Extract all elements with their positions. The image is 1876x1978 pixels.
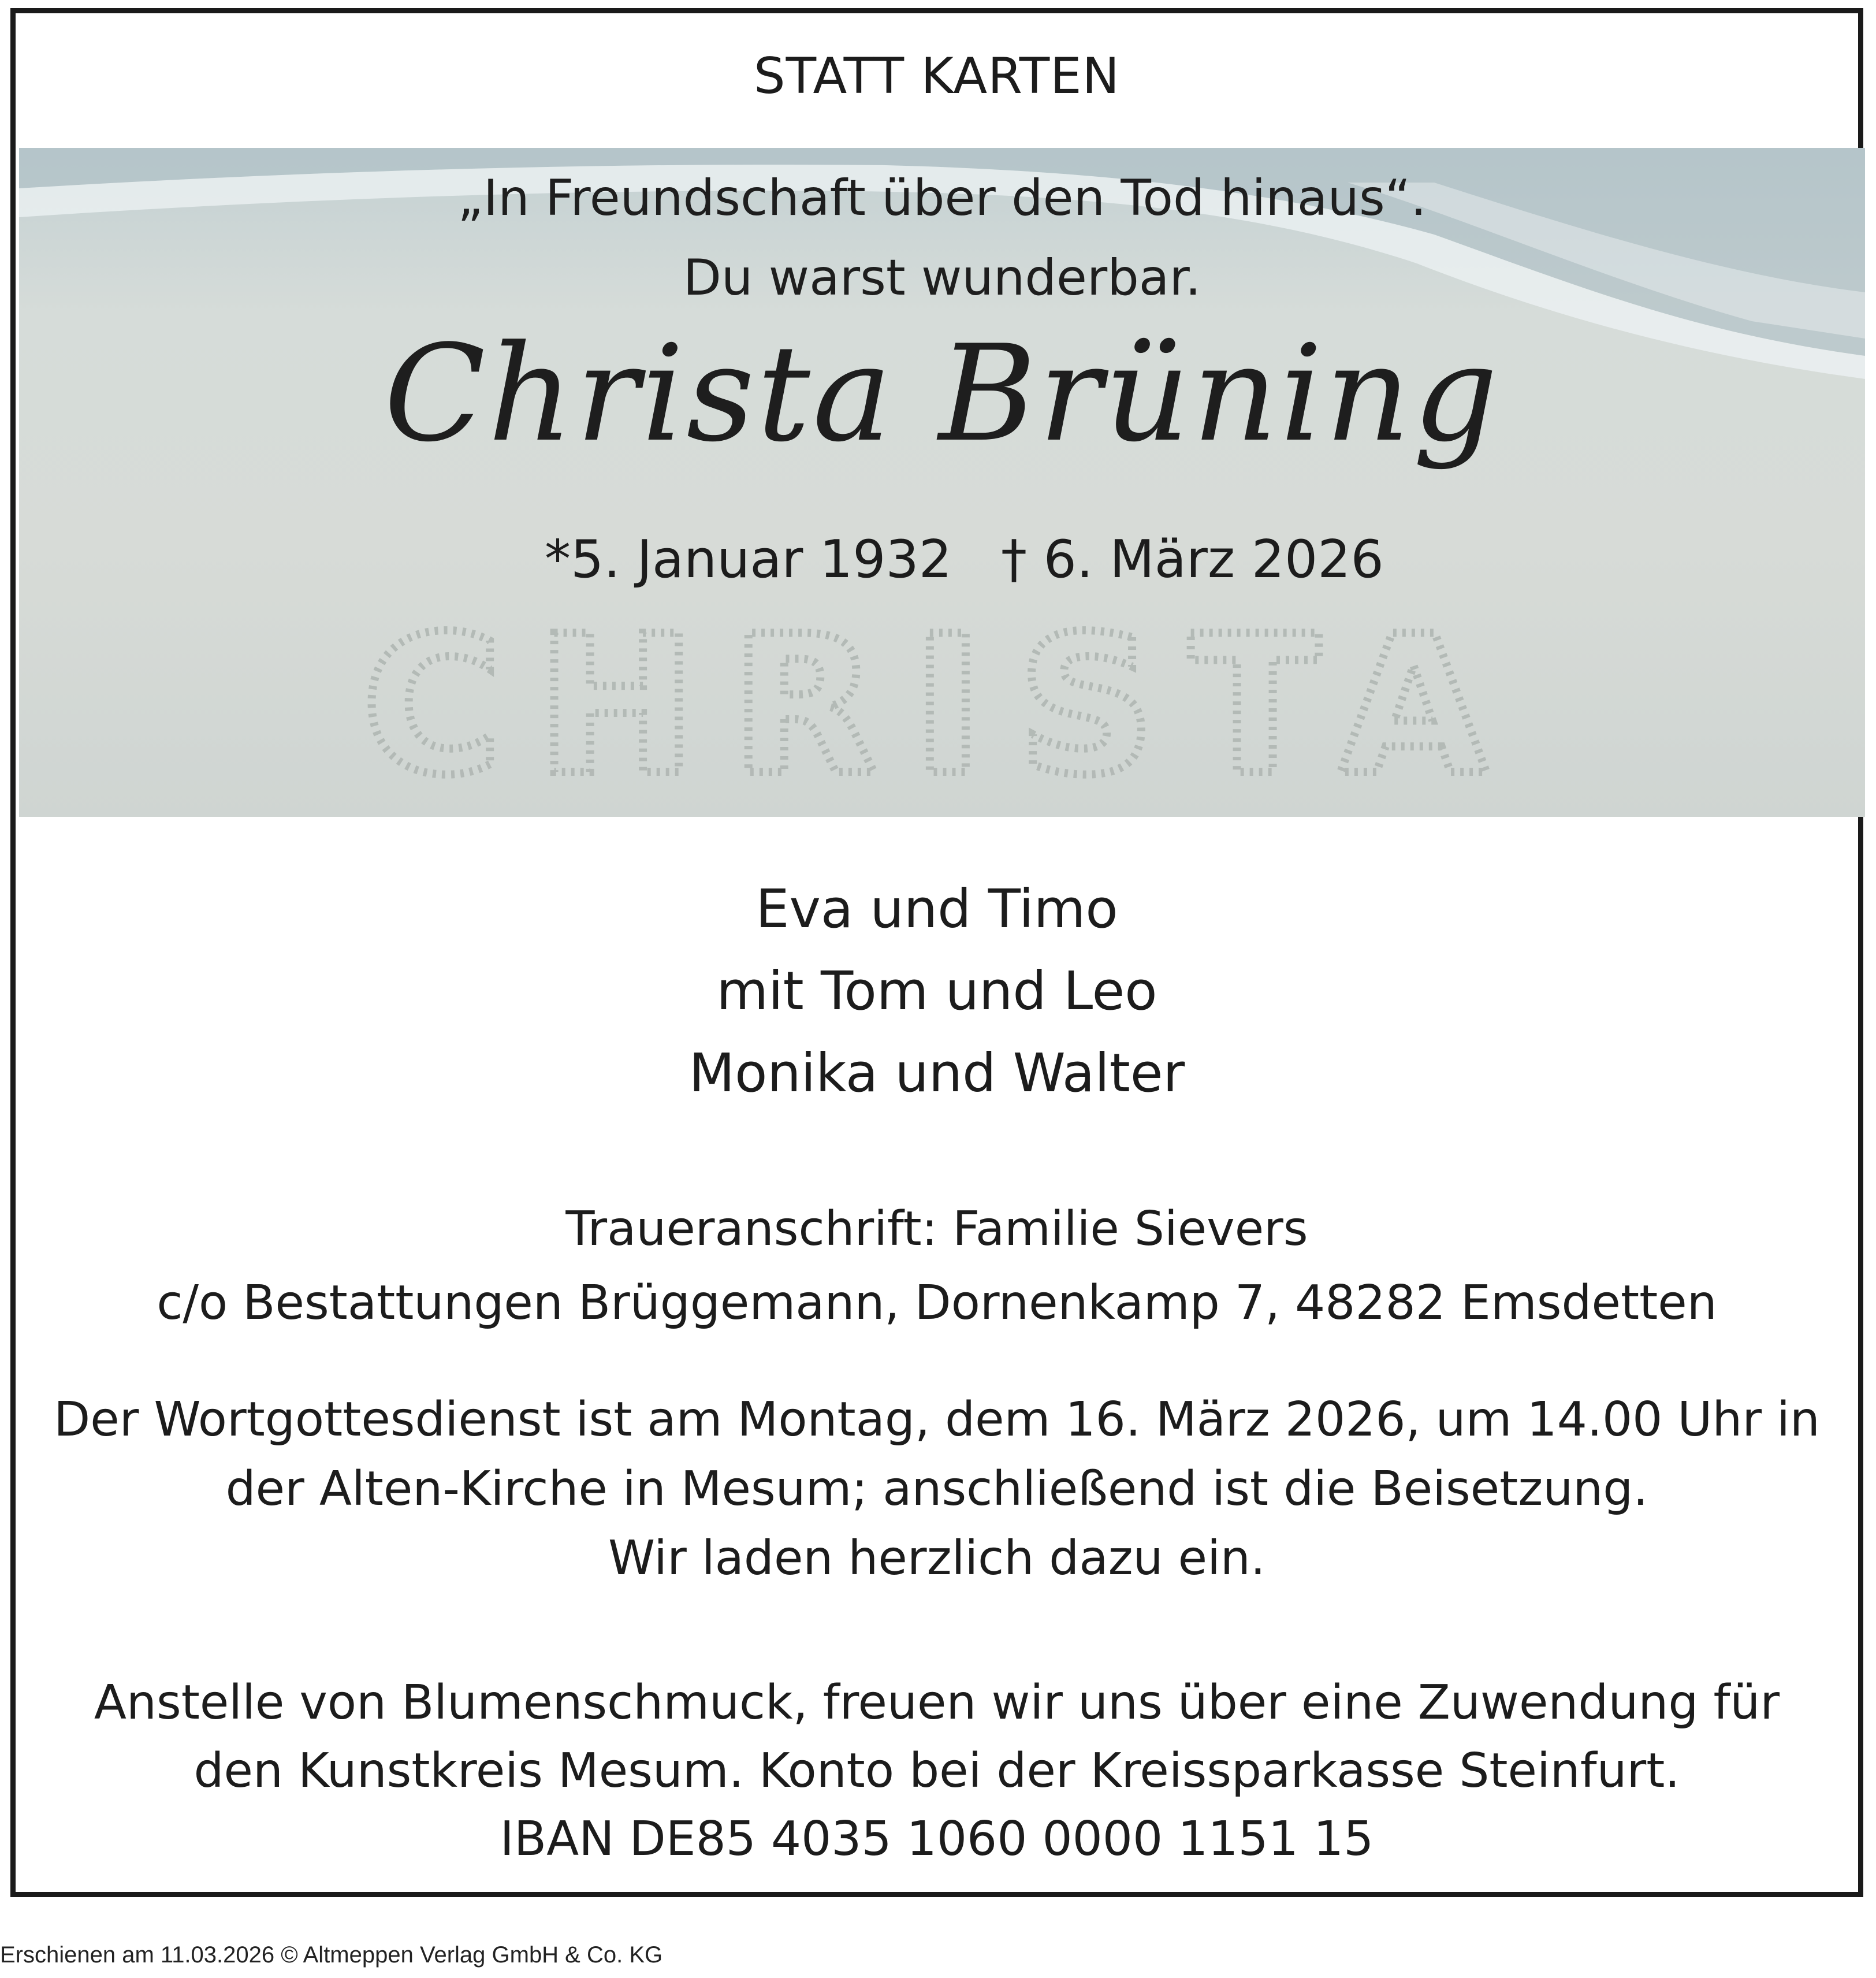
- mourner-line: Eva und Timo: [755, 878, 1118, 940]
- subline: Du warst wunderbar.: [683, 249, 1201, 307]
- mourner-line: Monika und Walter: [688, 1042, 1185, 1104]
- address-line: c/o Bestattungen Brüggemann, Dornenkamp 7, 48282 Emsdetten: [157, 1276, 1717, 1330]
- service-line: Der Wortgottesdienst ist am Montag, dem 16. März 2026, um 14.00 Uhr in: [54, 1392, 1820, 1447]
- service-line: Wir laden herzlich dazu ein.: [608, 1531, 1265, 1586]
- deceased-name: Christa Brüning: [384, 317, 1501, 471]
- quote: „In Freundschaft über den Tod hinaus“.: [457, 169, 1427, 227]
- mourner-line: mit Tom und Leo: [716, 960, 1157, 1022]
- donation-line: Anstelle von Blumenschmuck, freuen wir uns über eine Zuwendung für: [94, 1675, 1780, 1730]
- life-dates: [19, 529, 1865, 598]
- address-line: Traueranschrift: Familie Sievers: [565, 1202, 1308, 1256]
- beach-photo: [19, 148, 1865, 817]
- beach-illustration: [19, 148, 1865, 817]
- death-date: † 6. März 2026: [1001, 529, 1384, 590]
- iban-line: IBAN DE85 4035 1060 0000 1151 15: [500, 1812, 1374, 1867]
- header-statt-karten: STATT KARTEN: [754, 47, 1120, 105]
- donation-line: den Kunstkreis Mesum. Konto bei der Kreissparkasse Steinfurt.: [193, 1743, 1680, 1798]
- sand-writing: CHRISTA: [362, 595, 1522, 817]
- service-line: der Alten-Kirche in Mesum; anschließend ist die Beisetzung.: [225, 1462, 1648, 1516]
- publication-footer: Erschienen am 11.03.2026 © Altmeppen Verlag GmbH & Co. KG: [0, 1942, 663, 1968]
- birth-date: *5. Januar 1932: [545, 529, 952, 590]
- obituary-notice: [10, 8, 1863, 1897]
